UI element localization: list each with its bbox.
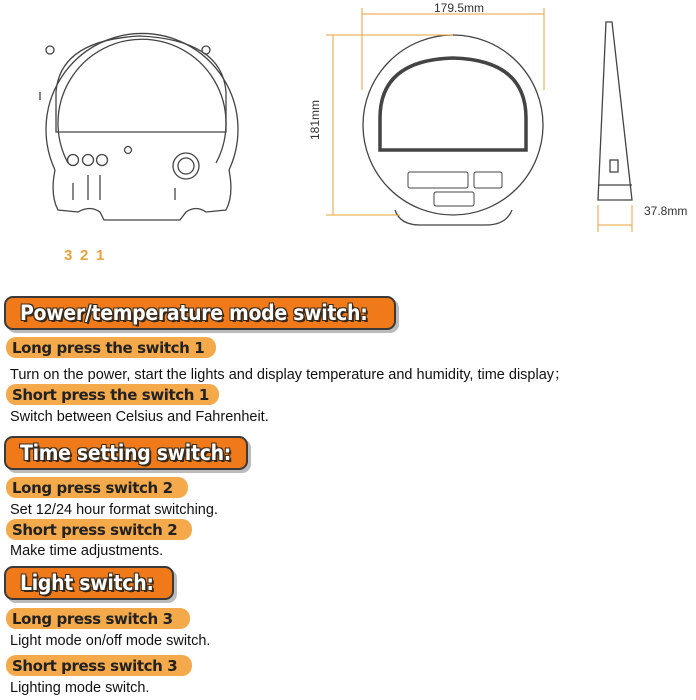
height-dimension-label: 181mm [308, 99, 322, 140]
depth-dimension-label: 37.8mm [644, 204, 688, 218]
light-short-press-desc: Lighting mode switch. [10, 680, 150, 696]
time-short-press-pill [6, 519, 192, 540]
light-short-press-pill [6, 655, 192, 676]
time-long-press-label: Long press switch 2 [12, 478, 173, 497]
time-section-banner [4, 436, 248, 470]
button-number-1: 1 [96, 247, 105, 264]
time-short-press-label: Short press switch 2 [12, 520, 178, 539]
side-view-drawing [598, 22, 632, 200]
light-long-press-pill [6, 608, 190, 629]
button-number-3: 3 [64, 247, 73, 264]
light-section-title: Light switch: [20, 571, 154, 595]
time-section-title: Time setting switch: [20, 441, 232, 465]
power-short-press-desc: Switch between Celsius and Fahrenheit. [10, 409, 269, 425]
time-short-press-desc: Make time adjustments. [10, 543, 164, 559]
time-long-press-desc: Set 12/24 hour format switching. [10, 502, 218, 518]
power-short-press-pill [6, 384, 219, 405]
button-number-2: 2 [80, 247, 89, 264]
time-long-press-pill [6, 477, 188, 498]
power-long-press-desc: Turn on the power, start the lights and display temperature and humidity, time display； [10, 367, 569, 383]
light-long-press-label: Long press switch 3 [12, 609, 173, 628]
width-dimension-label: 179.5mm [434, 1, 485, 15]
product-diagram [0, 0, 696, 270]
light-section-banner [4, 566, 174, 600]
power-short-press-label: Short press the switch 1 [12, 385, 209, 404]
power-section-banner [4, 296, 396, 330]
power-long-press-pill [6, 337, 216, 358]
light-short-press-label: Short press switch 3 [12, 656, 178, 675]
power-section-title: Power/temperature mode switch: [20, 301, 368, 325]
front-view-drawing [363, 35, 543, 225]
device-drawings [0, 0, 696, 270]
dimension-lines [326, 8, 632, 232]
light-long-press-desc: Light mode on/off mode switch. [10, 633, 211, 649]
rear-view-drawing [40, 33, 238, 220]
power-long-press-label: Long press the switch 1 [12, 338, 205, 357]
